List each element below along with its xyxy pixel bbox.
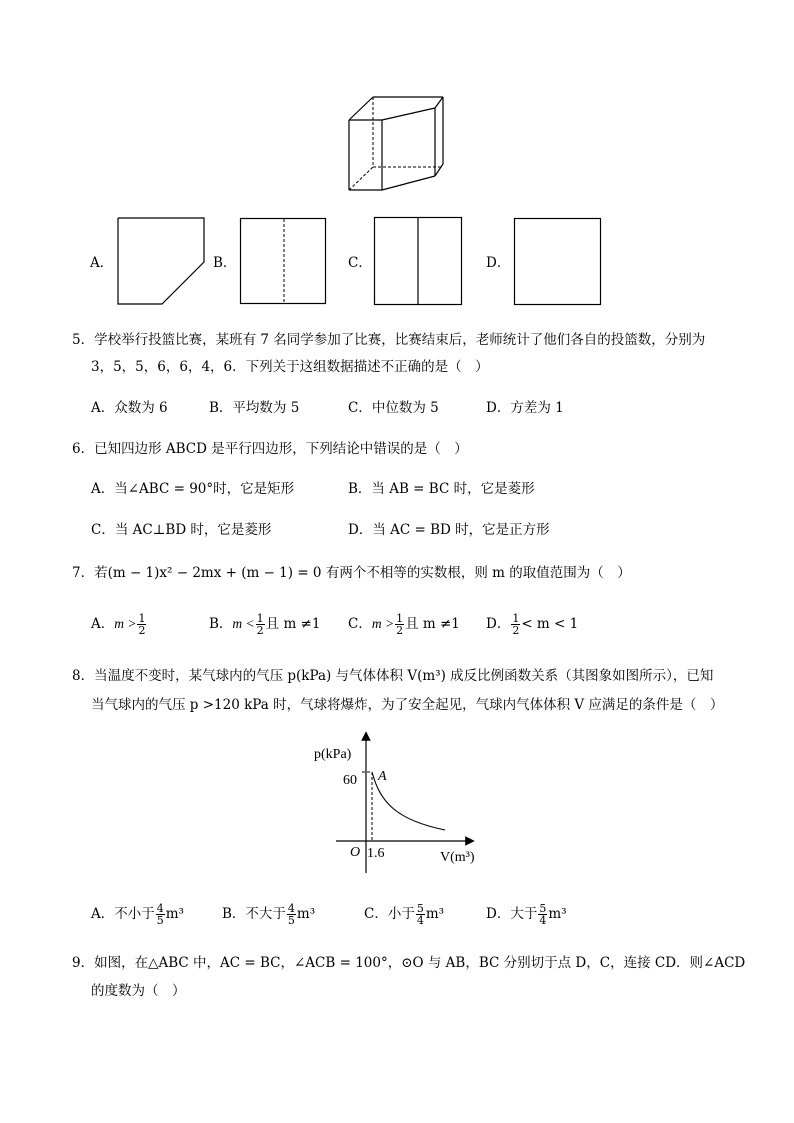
q9-stem-line1: 9．如图，在△ABC 中，AC = BC，∠ACB = 100°，⊙O 与 AB，BC 分别切于点 D，C，连接 CD．则∠ACD	[72, 955, 746, 971]
q8-stem-line1: 8．当温度不变时，某气球内的气压 p(kPa) 与气体体积 V(m³) 成反比例函数关系（其图象如图所示），已知	[72, 668, 714, 684]
q4-option-c-label: C．	[348, 255, 372, 271]
q6-option-b: B．当 AB = BC 时，它是菱形	[348, 481, 535, 497]
q7-option-c: C．m > $\frac{1}{2}$ 且 m ≠1	[348, 612, 460, 637]
q7-option-b: B．m < $\frac{1}{2}$ 且 m ≠1	[209, 612, 321, 637]
q8-option-d: D．大于 $\frac{5}{4}$ m³	[486, 902, 567, 927]
q4-option-a-label: A．	[90, 255, 114, 271]
q7-option-a: A．m > $\frac{1}{2}$	[91, 612, 146, 637]
q4-option-b-shape	[240, 218, 328, 306]
q6-option-c: C．当 AC⊥BD 时，它是菱形	[91, 522, 272, 538]
y-axis-label: p(kPa)	[314, 747, 352, 762]
q7-stem: 7．若(m − 1)x² − 2mx + (m − 1) = 0 有两个不相等的实数根，则 m 的取值范围为（ ）	[72, 565, 631, 581]
q4-option-d-shape	[514, 218, 602, 306]
q6-option-a: A．当∠ABC = 90°时，它是矩形	[91, 481, 295, 497]
prism-figure	[340, 90, 455, 195]
q5-option-c: C．中位数为 5	[348, 400, 439, 416]
q8-option-c: C．小于 $\frac{5}{4}$ m³	[364, 902, 445, 927]
q8-graph	[300, 730, 490, 875]
y-tick-label: 60	[343, 773, 357, 788]
q8-option-a: A．不小于 $\frac{4}{5}$ m³	[91, 902, 184, 927]
q6-stem: 6．已知四边形 ABCD 是平行四边形，下列结论中错误的是（ ）	[72, 441, 468, 457]
q4-option-c-shape	[374, 217, 464, 307]
q4-option-a-shape	[118, 218, 206, 306]
q5-option-b: B．平均数为 5	[209, 400, 300, 416]
q5-option-a: A．众数为 6	[91, 400, 168, 416]
q5-option-d: D．方差为 1	[486, 400, 564, 416]
point-a-label: A	[378, 769, 387, 784]
q8-option-b: B．不大于 $\frac{4}{5}$ m³	[222, 902, 316, 927]
q8-stem-line2: 当气球内的气压 p >120 kPa 时，气球将爆炸，为了安全起见，气球内气体体积 V 应满足的条件是（ ）	[91, 697, 724, 713]
q4-option-d-label: D．	[486, 255, 511, 271]
q7-option-d: D． $\frac{1}{2}$ < m < 1	[486, 612, 579, 637]
q4-option-b-label: B．	[213, 255, 237, 271]
q6-option-d: D．当 AC = BD 时，它是正方形	[348, 522, 550, 538]
q9-stem-line2: 的度数为（ ）	[91, 983, 186, 999]
q5-stem-line2: 3，5，5，6，6，4，6．下列关于这组数据描述不正确的是（ ）	[91, 359, 489, 375]
q5-stem-line1: 5．学校举行投篮比赛，某班有 7 名同学参加了比赛，比赛结束后，老师统计了他们各自的投篮数，分别为	[72, 332, 706, 348]
x-tick-label: 1.6	[367, 846, 385, 861]
origin-label: O	[350, 845, 361, 860]
x-axis-label: V(m³)	[440, 850, 475, 865]
